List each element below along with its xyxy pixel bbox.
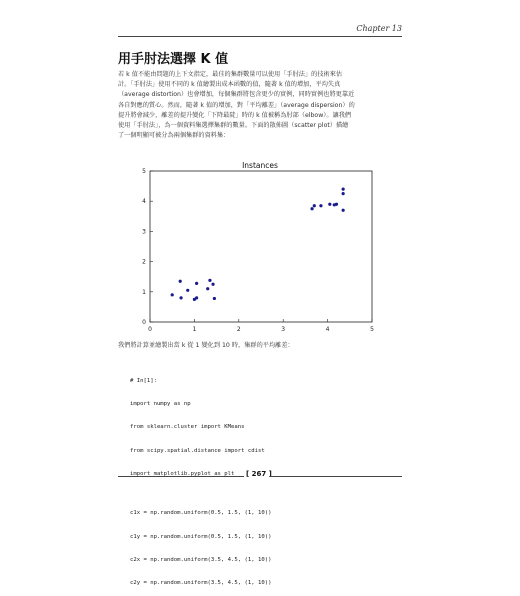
scatter-point [206,287,209,290]
y-tick-label: 3 [142,228,146,236]
code-line: from sklearn.cluster import KMeans [130,424,245,431]
code-line: c2x = np.random.uniform(3.5, 4.5, (1, 10)) [130,556,272,563]
scatter-point [186,289,189,292]
plot-area [150,171,372,322]
paragraph-line: 使用「手肘法」，為一個資料集選擇集群的數量。下面的散佈圖（scatter plot）描繪 [118,122,349,130]
scatter-point [208,279,211,282]
code-line: c1x = np.random.uniform(0.5, 1.5, (1, 10)) [130,510,272,517]
scatter-figure [128,157,372,335]
scatter-point [342,192,345,195]
code-line: import matplotlib.pyplot as plt [130,471,235,478]
x-tick-label: 0 [148,326,152,333]
scatter-point [328,203,331,206]
scatter-point [171,293,174,296]
scatter-point [211,283,214,286]
scatter-point [342,188,345,191]
code-line: c1y = np.random.uniform(0.5, 1.5, (1, 10)) [130,533,272,540]
section-title: 用手肘法選擇 K 值 [118,52,229,67]
code-line: # In[1]: [130,377,157,384]
scatter-point [179,296,182,299]
paragraph-line: 計。「手肘法」使用不同的 k 值繪製出成本函數的值，隨著 k 值的增加，平均失真 [118,81,341,89]
scatter-point [313,204,316,207]
lead-in-text: 我們將計算並繪製出當 k 從 1 變化到 10 時，集群的平均離差： [118,342,294,349]
page-number: [ 267 ] [246,470,272,478]
code-block [130,362,271,596]
footer-divider-right [270,476,402,477]
x-tick-label: 1 [192,326,197,333]
scatter-point [342,209,345,212]
x-tick-label: 3 [281,326,286,333]
x-tick-label: 5 [370,326,374,333]
paragraph-line: 了一個明顯可被分為兩個集群的資料集： [118,132,230,140]
scatter-point [195,282,198,285]
y-tick-label: 2 [142,258,146,266]
scatter-point [195,296,198,299]
code-line: from scipy.spatial.distance import cdist [130,447,265,454]
y-tick-label: 1 [142,288,146,296]
paragraph-line: （average distortion）也會增加，每個集群將包含更少的實例，同時實例也將更靠近 [118,91,355,99]
code-line: c2y = np.random.uniform(3.5, 4.5, (1, 10)) [130,580,272,587]
y-tick-label: 4 [142,198,146,206]
scatter-point [310,207,313,210]
body-paragraph [118,70,404,141]
paragraph-line: 若 k 值不能由問題的上下文指定，最佳的集群數量可以使用「手肘法」的技術來估 [118,71,343,78]
scatter-point [213,297,216,300]
code-line: import numpy as np [130,400,191,407]
x-tick-label: 4 [325,326,330,333]
paragraph-line: 提升將會減少，離差的提升變化「下降最陡」時的 k 值被稱為肘部（elbow）。讓我們 [118,111,352,119]
y-tick-label: 5 [142,168,146,175]
footer-divider-left [118,476,244,477]
scatter-point [319,204,322,207]
header-divider [118,36,402,37]
scatter-point [179,280,182,283]
y-tick-label: 0 [142,319,146,326]
x-tick-label: 2 [236,326,241,333]
chapter-header: Chapter 13 [356,24,402,33]
scatter-point [335,203,338,206]
chart-title: Instances [242,161,278,170]
scatter-chart [128,157,372,335]
paragraph-line: 各自對應的質心。然而，隨著 k 值的增加，對「平均離差」（average dispersion）的 [118,101,355,109]
